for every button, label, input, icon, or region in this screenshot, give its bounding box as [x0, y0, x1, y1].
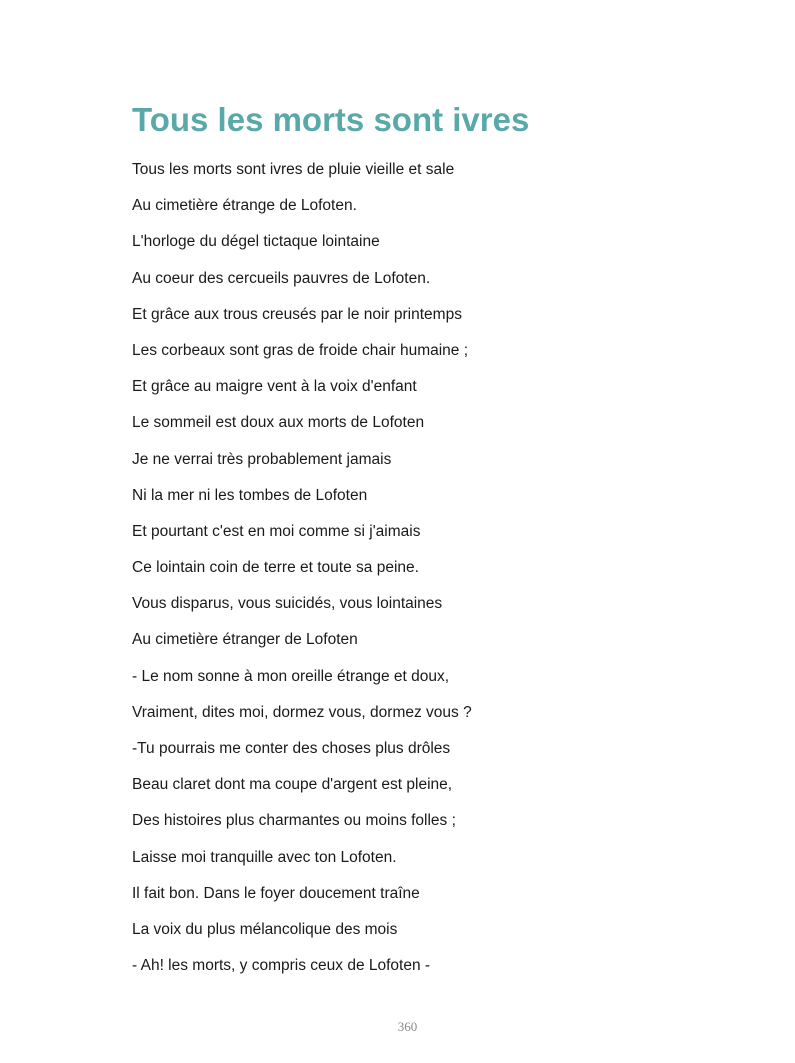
poem-line: Le sommeil est doux aux morts de Lofoten [132, 414, 425, 432]
poem-line: Au cimetière étrange de Lofoten. [132, 197, 357, 215]
poem-line: Les corbeaux sont gras de froide chair humaine ; [132, 341, 469, 359]
page-number: 360 [397, 1019, 418, 1034]
poem-line: - Le nom sonne à mon oreille étrange et doux, [132, 667, 450, 685]
poem-line: Et grâce aux trous creusés par le noir printemps [132, 305, 462, 323]
poem-line: -Tu pourrais me conter des choses plus drôles [132, 740, 451, 757]
poem-line: L'horloge du dégel tictaque lointaine [132, 233, 380, 251]
poem-line: Ni la mer ni les tombes de Lofoten [132, 486, 368, 504]
poem-line: Vraiment, dites moi, dormez vous, dormez vous ? [132, 703, 472, 721]
poem-line: Des histoires plus charmantes ou moins folles ; [132, 812, 456, 830]
poem-line: Beau claret dont ma coupe d'argent est pleine, [132, 776, 453, 794]
poem-line: Je ne verrai très probablement jamais [132, 450, 392, 468]
poem-line: Ce lointain coin de terre et toute sa peine. [132, 559, 419, 577]
poem-line: La voix du plus mélancolique des mois [132, 920, 398, 938]
poem-line: Il fait bon. Dans le foyer doucement traîne [132, 884, 420, 902]
poem-line: Tous les morts sont ivres de pluie vieille et sale [132, 161, 455, 178]
poem-line: Laisse moi tranquille avec ton Lofoten. [132, 848, 397, 866]
poem-line: - Ah! les morts, y compris ceux de Lofoten - [132, 957, 431, 975]
poem-line: Et pourtant c'est en moi comme si j'aimais [132, 522, 421, 540]
poem-line: Et grâce au maigre vent à la voix d'enfant [132, 378, 417, 396]
poem-line: Au coeur des cercueils pauvres de Lofoten. [132, 269, 431, 287]
poem-title: Tous les morts sont ivres [132, 101, 530, 138]
poem-line: Vous disparus, vous suicidés, vous lointaines [132, 595, 443, 613]
poem-body [132, 159, 472, 991]
poem-line: Au cimetière étranger de Lofoten [132, 631, 358, 649]
